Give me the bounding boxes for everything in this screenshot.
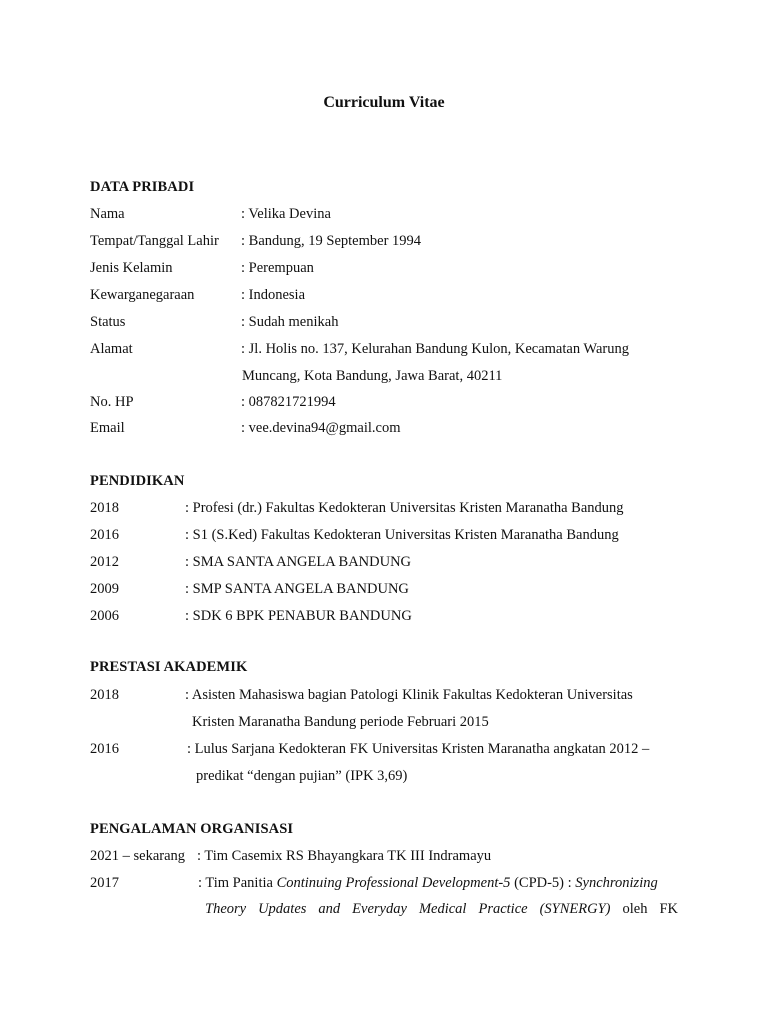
organization-value-prefix: : Tim Panitia bbox=[198, 875, 277, 891]
organization-event-theme-cont: Theory Updates and Everyday Medical Practice (SYNERGY) bbox=[205, 901, 611, 917]
education-value: : Profesi (dr.) Fakultas Kedokteran Universitas Kristen Maranatha Bandung bbox=[185, 500, 624, 516]
organization-value-mid: (CPD-5) : bbox=[510, 875, 576, 891]
personal-label: Kewarganegaraan bbox=[90, 287, 195, 303]
education-value: : SMP SANTA ANGELA BANDUNG bbox=[185, 581, 409, 597]
page-title: Curriculum Vitae bbox=[323, 94, 445, 111]
education-value: : SDK 6 BPK PENABUR BANDUNG bbox=[185, 608, 412, 624]
achievement-year: 2016 bbox=[90, 741, 119, 757]
organization-event-theme: Synchronizing bbox=[575, 875, 658, 891]
organization-value-rest: oleh FK bbox=[610, 901, 679, 917]
personal-label: Nama bbox=[90, 206, 125, 222]
personal-value-cont: Muncang, Kota Bandung, Jawa Barat, 40211 bbox=[242, 368, 503, 384]
organization-value-cont bbox=[205, 900, 678, 918]
personal-value: : vee.devina94@gmail.com bbox=[241, 420, 401, 436]
organization-value: : Tim Casemix RS Bhayangkara TK III Indramayu bbox=[197, 848, 492, 864]
personal-value: : 087821721994 bbox=[241, 394, 336, 410]
organization-year: 2021 – sekarang bbox=[90, 848, 186, 864]
education-year: 2016 bbox=[90, 527, 119, 543]
education-value: : S1 (S.Ked) Fakultas Kedokteran Universitas Kristen Maranatha Bandung bbox=[185, 527, 619, 543]
personal-value: : Jl. Holis no. 137, Kelurahan Bandung Kulon, Kecamatan Warung bbox=[241, 341, 629, 357]
education-value: : SMA SANTA ANGELA BANDUNG bbox=[185, 554, 412, 570]
achievement-year: 2018 bbox=[90, 687, 119, 703]
section-heading-organisasi: PENGALAMAN ORGANISASI bbox=[90, 821, 294, 837]
personal-label: Tempat/Tanggal Lahir bbox=[90, 233, 219, 249]
personal-label: Jenis Kelamin bbox=[90, 260, 173, 276]
education-year: 2012 bbox=[90, 554, 119, 570]
achievement-value: : Lulus Sarjana Kedokteran FK Universitas Kristen Maranatha angkatan 2012 – bbox=[187, 741, 650, 757]
education-year: 2006 bbox=[90, 608, 119, 624]
personal-value: : Perempuan bbox=[241, 260, 314, 276]
section-heading-data-pribadi: DATA PRIBADI bbox=[90, 179, 195, 195]
personal-value: : Bandung, 19 September 1994 bbox=[241, 233, 422, 249]
achievement-value: : Asisten Mahasiswa bagian Patologi Klinik Fakultas Kedokteran Universitas bbox=[185, 687, 633, 703]
education-year: 2009 bbox=[90, 581, 119, 597]
achievement-value-cont: Kristen Maranatha Bandung periode Februari 2015 bbox=[192, 714, 489, 730]
personal-label: No. HP bbox=[90, 394, 134, 410]
personal-label: Alamat bbox=[90, 341, 133, 357]
section-heading-prestasi: PRESTASI AKADEMIK bbox=[90, 659, 248, 675]
personal-label: Status bbox=[90, 314, 126, 330]
organization-year: 2017 bbox=[90, 875, 119, 891]
achievement-value-cont: predikat “dengan pujian” (IPK 3,69) bbox=[196, 768, 408, 784]
education-year: 2018 bbox=[90, 500, 119, 516]
personal-value: : Sudah menikah bbox=[241, 314, 339, 330]
section-heading-pendidikan: PENDIDIKAN bbox=[90, 473, 185, 489]
personal-value: : Velika Devina bbox=[241, 206, 331, 222]
organization-value bbox=[198, 874, 658, 892]
organization-event-name: Continuing Professional Development-5 bbox=[276, 875, 511, 891]
personal-value: : Indonesia bbox=[241, 287, 306, 303]
personal-label: Email bbox=[90, 420, 125, 436]
